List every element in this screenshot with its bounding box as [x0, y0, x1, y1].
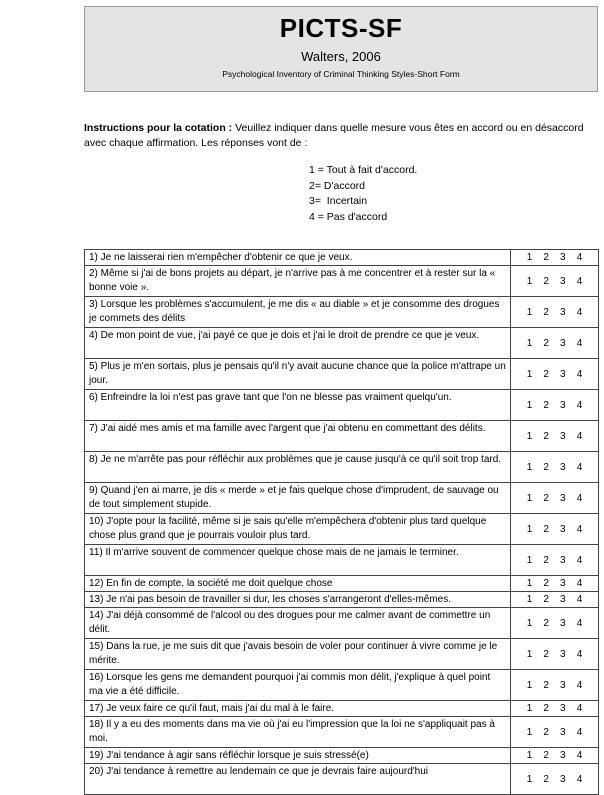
item-statement: 5) Plus je m'en sortais, plus je pensais qu'il n'y avait aucune chance que la police m'attrape un jour.	[85, 359, 511, 390]
item-statement: 7) J'ai aidé mes amis et ma famille avec l'argent que j'ai obtenu en commettant des délits.	[85, 421, 511, 452]
item-statement: 18) Il y a eu des moments dans ma vie où j'ai eu l'impression que la loi ne s'appliquait pas à moi.	[85, 717, 511, 748]
table-row	[85, 452, 599, 483]
item-statement: 19) J'ai tendance à agir sans réfléchir lorsque je suis stressé(e)	[85, 748, 511, 764]
item-statement: 6) Enfreindre la loi n'est pas grave tant que l'on ne blesse pas vraiment quelqu'un.	[85, 390, 511, 421]
table-row	[85, 701, 599, 717]
table-row	[85, 764, 599, 795]
author-citation: Walters, 2006	[301, 49, 381, 64]
item-statement: 13) Je n'ai pas besoin de travailler si dur, les choses s'arrangeront d'elles-mêmes.	[85, 592, 511, 608]
item-statement: 16) Lorsque les gens me demandent pourquoi j'ai commis mon délit, j'explique à quel point ma vie a été difficile.	[85, 670, 511, 701]
scale-item: 1 = Tout à fait d'accord.	[309, 164, 418, 176]
table-row	[85, 748, 599, 764]
table-row	[85, 717, 599, 748]
item-statement: 2) Même si j'ai de bons projets au départ, je n'arrive pas à me concentrer et à rester sur la « bonne voie ».	[85, 266, 511, 297]
item-response-options[interactable]: 1 2 3 4	[511, 452, 599, 483]
table-row	[85, 390, 599, 421]
table-row	[85, 297, 599, 328]
item-statement: 1) Je ne laisserai rien m'empêcher d'obtenir ce que je veux.	[85, 250, 511, 266]
table-row	[85, 592, 599, 608]
item-statement: 4) De mon point de vue, j'ai payé ce que je dois et j'ai le droit de prendre ce que je veux.	[85, 328, 511, 359]
scale-item: 2= D'accord	[309, 179, 365, 192]
item-statement: 12) En fin de compte, la société me doit quelque chose	[85, 576, 511, 592]
item-response-options[interactable]: 1 2 3 4	[511, 250, 599, 266]
page-title: PICTS-SF	[279, 13, 403, 43]
item-response-options[interactable]: 1 2 3 4	[511, 545, 599, 576]
item-response-options[interactable]: 1 2 3 4	[511, 639, 599, 670]
item-statement: 9) Quand j'en ai marre, je dis « merde » et je fais quelque chose d'imprudent, de sauvage ou de tout simplement stupide.	[85, 483, 511, 514]
item-statement: 20) J'ai tendance à remettre au lendemain ce que je devrais faire aujourd'hui	[85, 764, 511, 795]
item-response-options[interactable]: 1 2 3 4	[511, 390, 599, 421]
table-row	[85, 250, 599, 266]
item-response-options[interactable]: 1 2 3 4	[511, 421, 599, 452]
item-statement: 15) Dans la rue, je me suis dit que j'avais besoin de voler pour continuer à vivre comme je le mérite.	[85, 639, 511, 670]
items-table	[84, 249, 599, 795]
item-response-options[interactable]: 1 2 3 4	[511, 608, 599, 639]
table-row	[85, 266, 599, 297]
item-response-options[interactable]: 1 2 3 4	[511, 359, 599, 390]
instructions	[84, 121, 584, 151]
item-response-options[interactable]: 1 2 3 4	[511, 748, 599, 764]
table-row	[85, 483, 599, 514]
item-response-options[interactable]: 1 2 3 4	[511, 764, 599, 795]
header-box	[84, 6, 598, 92]
table-row	[85, 421, 599, 452]
table-row	[85, 670, 599, 701]
item-statement: 10) J'opte pour la facilité, même si je sais qu'elle m'empêchera d'obtenir plus tard quelque chose plus grand que je pourrais vouloir plus tard.	[85, 514, 511, 545]
item-statement: 11) Il m'arrive souvent de commencer quelque chose mais de ne jamais le terminer.	[85, 545, 511, 576]
table-row	[85, 545, 599, 576]
table-row	[85, 576, 599, 592]
table-row	[85, 639, 599, 670]
item-statement: 14) J'ai déjà consommé de l'alcool ou des drogues pour me calmer avant de commettre un délit.	[85, 608, 511, 639]
item-response-options[interactable]: 1 2 3 4	[511, 483, 599, 514]
item-response-options[interactable]: 1 2 3 4	[511, 328, 599, 359]
item-response-options[interactable]: 1 2 3 4	[511, 670, 599, 701]
item-response-options[interactable]: 1 2 3 4	[511, 592, 599, 608]
item-response-options[interactable]: 1 2 3 4	[511, 514, 599, 545]
table-row	[85, 608, 599, 639]
item-statement: 8) Je ne m'arrête pas pour réfléchir aux problèmes que je cause jusqu'à ce qu'il soit trop tard.	[85, 452, 511, 483]
instructions-label: Instructions pour la cotation :	[84, 122, 233, 134]
scale-item: 3= Incertain	[309, 195, 368, 207]
item-statement: 3) Lorsque les problèmes s'accumulent, je me dis « au diable » et je consomme des drogues je commets des délits	[85, 297, 511, 328]
table-row	[85, 359, 599, 390]
item-response-options[interactable]: 1 2 3 4	[511, 266, 599, 297]
item-response-options[interactable]: 1 2 3 4	[511, 701, 599, 717]
instructions-text: Veuillez indiquer dans quelle mesure vous êtes en accord ou en désaccord avec chaque affirmation. Les réponses vont de :	[84, 122, 584, 149]
item-response-options[interactable]: 1 2 3 4	[511, 576, 599, 592]
response-scale	[309, 163, 417, 225]
item-response-options[interactable]: 1 2 3 4	[511, 297, 599, 328]
item-statement: 17) Je veux faire ce qu'il faut, mais j'ai du mal à le faire.	[85, 701, 511, 717]
scale-item: 4 = Pas d'accord	[309, 210, 388, 223]
inventory-full-name: Psychological Inventory of Criminal Thinking Styles-Short Form	[222, 69, 460, 79]
item-response-options[interactable]: 1 2 3 4	[511, 717, 599, 748]
table-row	[85, 514, 599, 545]
table-row	[85, 328, 599, 359]
